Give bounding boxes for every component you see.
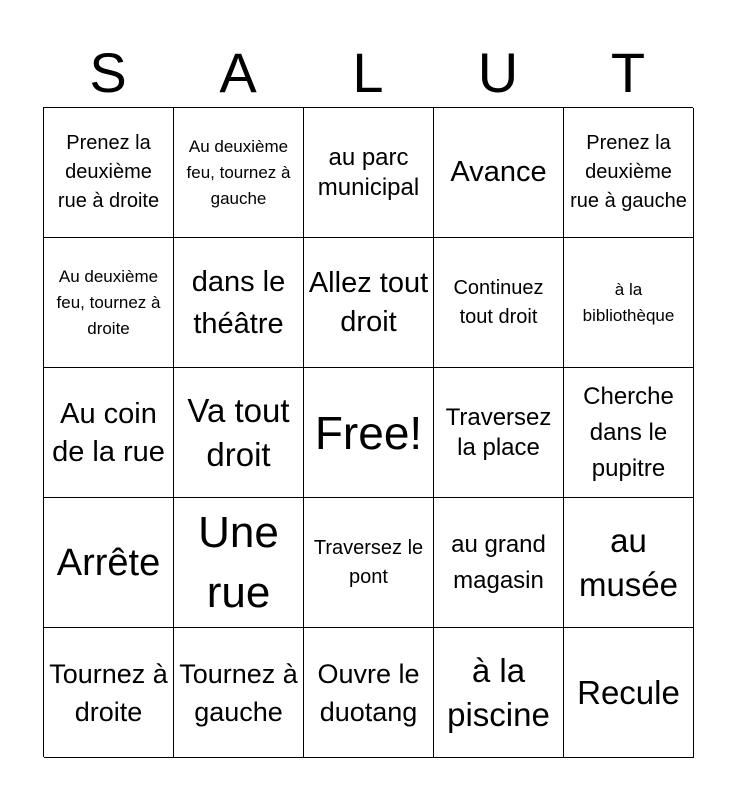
bingo-cell-r1-c5[interactable] bbox=[564, 108, 694, 238]
bingo-cell-r3-c4[interactable] bbox=[434, 368, 564, 498]
cell-text: Cherche dans le pupitre bbox=[583, 382, 674, 482]
bingo-cell-r4-c3[interactable] bbox=[304, 498, 434, 628]
cell-text: Recule bbox=[577, 673, 680, 711]
bingo-cell-r4-c2[interactable] bbox=[174, 498, 304, 628]
bingo-cell-r5-c2[interactable] bbox=[174, 628, 304, 758]
cell-text: Ouvre le duotang bbox=[317, 658, 420, 727]
header-letter-t: T bbox=[610, 41, 646, 104]
bingo-header bbox=[43, 38, 693, 108]
bingo-cell-r2-c4[interactable] bbox=[434, 238, 564, 368]
bingo-cell-r3-c5[interactable] bbox=[564, 368, 694, 498]
header-letter-a: A bbox=[219, 41, 257, 104]
cell-text: Prenez la deuxième rue à droite bbox=[57, 132, 160, 212]
cell-text: dans le théâtre bbox=[191, 265, 286, 340]
bingo-cell-r1-c4[interactable] bbox=[434, 108, 564, 238]
bingo-cell-r1-c3[interactable] bbox=[304, 108, 434, 238]
cell-text: à la bibliothèque bbox=[582, 279, 675, 325]
cell-text: Au deuxième feu, tournez à droite bbox=[56, 266, 161, 338]
cell-text: Tournez à gauche bbox=[179, 658, 298, 727]
cell-text: Une rue bbox=[198, 507, 279, 617]
bingo-cell-r1-c2[interactable] bbox=[174, 108, 304, 238]
bingo-cell-r5-c1[interactable] bbox=[44, 628, 174, 758]
bingo-cell-r1-c1[interactable] bbox=[44, 108, 174, 238]
cell-text: au musée bbox=[578, 521, 679, 603]
cell-text: Prenez la deuxième rue à gauche bbox=[570, 132, 687, 212]
bingo-cell-r2-c3[interactable] bbox=[304, 238, 434, 368]
bingo-cell-r2-c5[interactable] bbox=[564, 238, 694, 368]
bingo-cell-r3-c1[interactable] bbox=[44, 368, 174, 498]
cell-text: Traversez la place bbox=[445, 403, 552, 461]
bingo-cell-r5-c3[interactable] bbox=[304, 628, 434, 758]
bingo-cell-r4-c1[interactable] bbox=[44, 498, 174, 628]
cell-text: Traversez le pont bbox=[313, 536, 424, 588]
bingo-cell-r5-c5[interactable] bbox=[564, 628, 694, 758]
bingo-cell-r4-c5[interactable] bbox=[564, 498, 694, 628]
cell-text: Au coin de la rue bbox=[52, 397, 165, 468]
cell-text: Allez tout droit bbox=[308, 266, 429, 338]
cell-text: Avance bbox=[450, 156, 547, 188]
header-letter-s: S bbox=[89, 41, 127, 104]
header-letter-l: L bbox=[352, 41, 384, 104]
bingo-cell-r4-c4[interactable] bbox=[434, 498, 564, 628]
cell-text: Continuez tout droit bbox=[453, 276, 544, 328]
bingo-cell-r3-c3-free[interactable] bbox=[304, 368, 434, 498]
cell-text: Va tout droit bbox=[187, 391, 290, 473]
cell-text: à la piscine bbox=[447, 651, 550, 733]
bingo-cell-r2-c2[interactable] bbox=[174, 238, 304, 368]
bingo-card-grid bbox=[43, 107, 693, 757]
bingo-cell-r2-c1[interactable] bbox=[44, 238, 174, 368]
cell-text: au parc municipal bbox=[317, 143, 420, 201]
bingo-cell-r5-c4[interactable] bbox=[434, 628, 564, 758]
cell-text: Arrête bbox=[56, 541, 161, 584]
cell-text: Tournez à droite bbox=[49, 658, 168, 727]
free-space-text: Free! bbox=[314, 406, 423, 459]
cell-text: au grand magasin bbox=[451, 530, 546, 594]
bingo-cell-r3-c2[interactable] bbox=[174, 368, 304, 498]
header-letter-u: U bbox=[477, 41, 519, 104]
cell-text: Au deuxième feu, tournez à gauche bbox=[186, 136, 291, 208]
